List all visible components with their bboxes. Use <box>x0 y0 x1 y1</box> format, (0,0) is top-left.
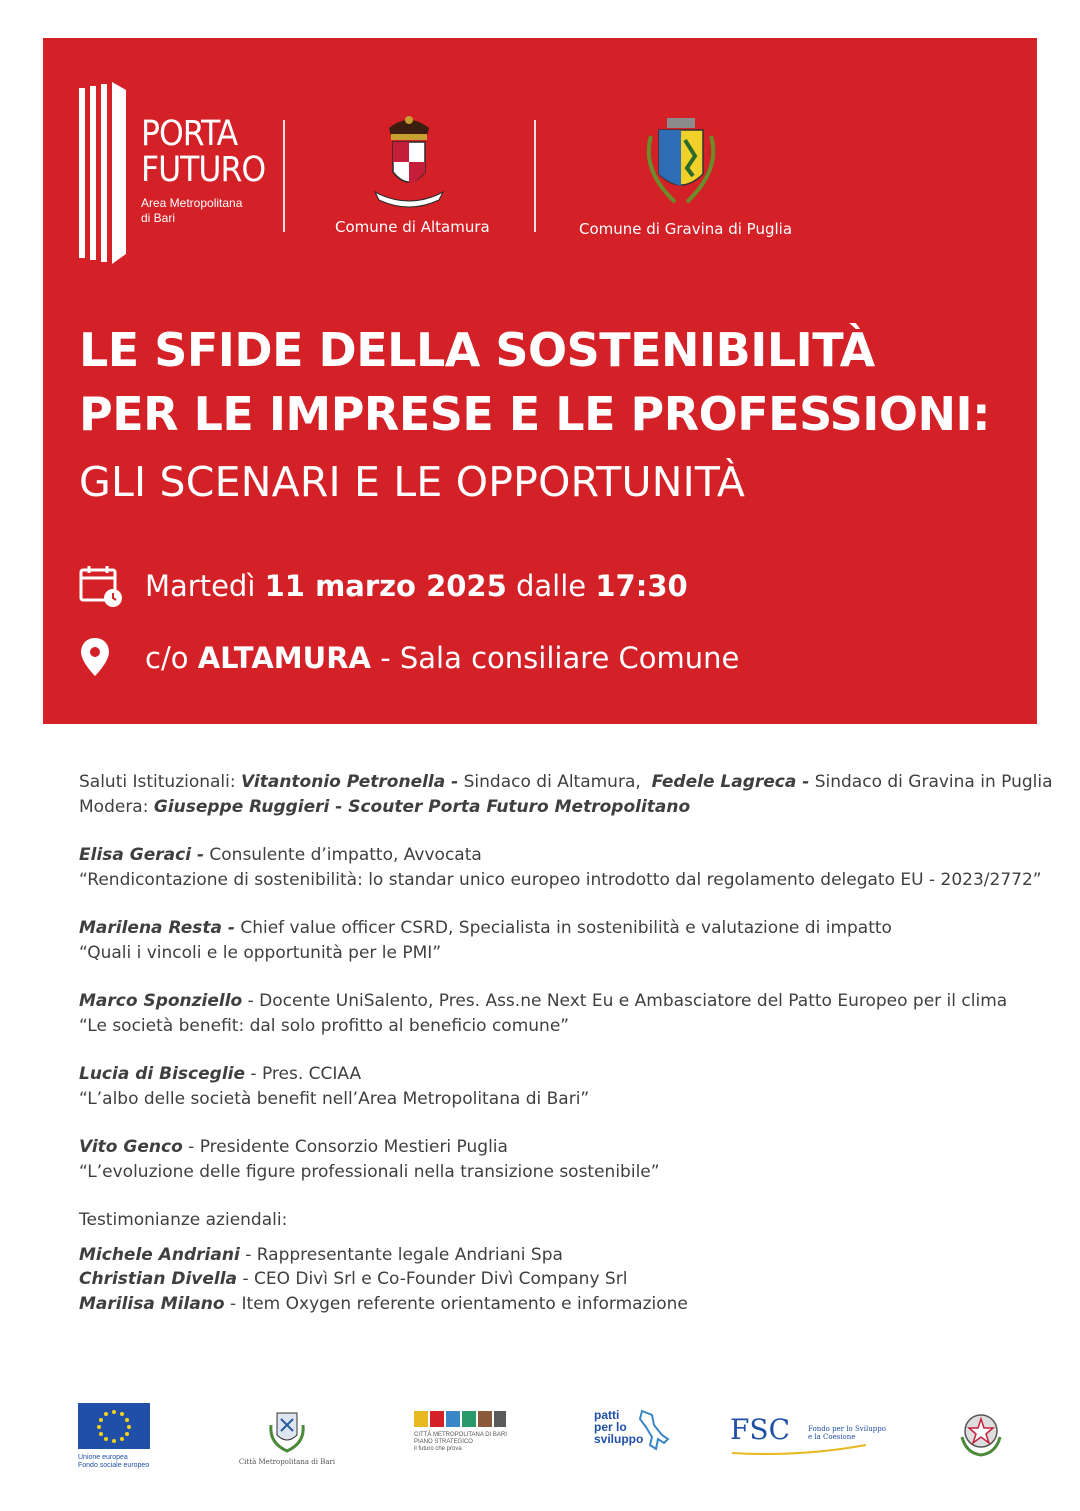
speaker-block <box>79 1062 1039 1111</box>
speaker-name: Vito Genco <box>79 1137 183 1157</box>
italy-map-icon <box>638 1409 670 1455</box>
ps-motto: il futuro che prova <box>414 1446 462 1452</box>
pf-line2: FUTURO <box>141 150 266 190</box>
speaker-name: Elisa Geraci - <box>79 845 204 865</box>
testimonial-name: Michele Andriani <box>79 1244 240 1265</box>
speaker-block <box>79 1135 1039 1184</box>
patti-line1: patti <box>594 1408 620 1422</box>
talk-title: “L’albo delle società benefit nell’Area Metropolitana di Bari” <box>79 1088 590 1109</box>
altamura-crest-icon <box>369 114 449 210</box>
speaker-name: Lucia di Bisceglie <box>79 1064 246 1084</box>
piano-strategico-icon <box>414 1411 506 1427</box>
fsc-logo <box>730 1413 890 1459</box>
pf-line1: PORTA <box>141 114 238 154</box>
testimonial-role: - Item Oxygen referente orientamento e informazione <box>230 1293 688 1314</box>
ps-sub: PIANO STRATEGICO <box>414 1439 473 1445</box>
moderator-name: Giuseppe Ruggieri - Scouter Porta Futuro Metropolitano <box>153 796 691 817</box>
eu-flag-icon <box>78 1403 150 1449</box>
modera-line <box>79 795 1039 820</box>
speaker-name: Marilena Resta - <box>79 918 235 938</box>
speaker-name: Marco Sponziello <box>79 991 243 1011</box>
title-line2: PER LE IMPRESE E LE PROFESSIONI: <box>79 387 991 441</box>
testimonial-item <box>79 1243 1039 1268</box>
speaker-block <box>79 843 1042 892</box>
cmb-logo <box>232 1409 342 1466</box>
speaker-block <box>79 916 1039 965</box>
saluti-line <box>79 770 1053 795</box>
event-day: Martedì <box>145 569 256 603</box>
loc-city: ALTAMURA <box>197 641 371 675</box>
comune-altamura-label: Comune di Altamura <box>335 218 490 236</box>
program <box>79 770 1053 1316</box>
speaker-role: - Presidente Consorzio Mestieri Puglia <box>188 1137 508 1157</box>
event-time: 17:30 <box>595 569 688 603</box>
speaker-name: Vitantonio Petronella - <box>241 772 459 792</box>
modera-label: Modera: <box>79 796 149 817</box>
pf-sub1: Area Metropolitana <box>141 196 243 210</box>
testimonial-name: Christian Divella <box>79 1269 238 1289</box>
testimonianze-label: Testimonianze aziendali: <box>79 1210 288 1230</box>
porta-futuro-text <box>141 116 265 226</box>
event-date-row <box>79 564 688 608</box>
event-title <box>79 318 1029 446</box>
divider <box>283 120 285 232</box>
eu-label: Unione europea <box>78 1454 128 1461</box>
calendar-icon <box>79 564 123 608</box>
patti-line3: sviluppo <box>594 1432 644 1446</box>
speaker-block <box>79 989 1039 1038</box>
fsc-mark: FSC <box>730 1413 791 1446</box>
title-line1: LE SFIDE DELLA SOSTENIBILITÀ <box>79 323 875 377</box>
talk-title: “L’evoluzione delle figure professionali nella transizione sostenibile” <box>79 1161 660 1182</box>
cmb-label: Città Metropolitana di Bari <box>238 1458 336 1466</box>
speaker-role: - Docente UniSalento, Pres. Ass.ne Next Eu e Ambasciatore del Patto Europeo per il clima <box>247 991 1008 1011</box>
saluti-label: Saluti Istituzionali: <box>79 772 236 792</box>
hero-banner <box>43 38 1037 724</box>
loc-prefix: c/o <box>145 641 189 675</box>
talk-title: “Rendicontazione di sostenibilità: lo standar unico europeo introdotto dal regolamento delegato EU - 2023/2772” <box>79 869 1042 890</box>
event-location-row <box>79 636 739 680</box>
cmb-crest-icon <box>267 1409 307 1453</box>
event-date: 11 marzo 2025 <box>264 569 507 603</box>
testimonial-item <box>79 1292 1039 1317</box>
event-subtitle: GLI SCENARI E LE OPPORTUNITÀ <box>79 458 746 506</box>
event-time-prefix: dalle <box>516 569 587 603</box>
ps-title: CITTÀ METROPOLITANA DI BARI <box>414 1432 507 1438</box>
gravina-crest-icon <box>641 116 721 212</box>
fsc-line2: e la Coesione <box>808 1433 856 1441</box>
speaker-role: Sindaco di Altamura, <box>463 772 641 792</box>
talk-title: “Quali i vincoli e le opportunità per le PMI” <box>79 942 442 963</box>
testimonial-role: - Rappresentante legale Andriani Spa <box>245 1244 563 1265</box>
speaker-role: Chief value officer CSRD, Specialista in sostenibilità e valutazione di impatto <box>240 918 892 938</box>
divider <box>534 120 536 232</box>
speaker-name: Fedele Lagreca - <box>651 772 810 792</box>
patti-line2: per lo <box>594 1420 627 1434</box>
speaker-role: Consulente d’impatto, Avvocata <box>209 845 482 865</box>
italian-republic-emblem-icon <box>958 1409 1004 1457</box>
fsc-line1: Fondo per lo Sviluppo <box>808 1425 886 1433</box>
eu-logo <box>78 1403 152 1470</box>
talk-title: “Le società benefit: dal solo profitto al beneficio comune” <box>79 1015 570 1036</box>
testimonial-name: Marilisa Milano <box>79 1293 225 1314</box>
testimonial-item <box>79 1267 1039 1292</box>
loc-venue: - Sala consiliare Comune <box>380 641 740 675</box>
patti-logo <box>594 1409 674 1459</box>
fsc-swoosh-icon <box>730 1443 870 1457</box>
testimonial-role: - CEO Divì Srl e Co-Founder Divì Company Srl <box>242 1269 628 1289</box>
piano-strategico-logo <box>414 1411 510 1453</box>
comune-gravina-label: Comune di Gravina di Puglia <box>579 220 793 238</box>
speaker-role: - Pres. CCIAA <box>250 1064 362 1084</box>
speaker-role: Sindaco di Gravina in Puglia <box>814 772 1053 792</box>
pf-sub2: di Bari <box>141 211 176 225</box>
eu-fund-label: Fondo sociale europeo <box>78 1462 150 1469</box>
location-pin-icon <box>79 636 123 680</box>
sponsor-logos <box>0 1395 1080 1485</box>
